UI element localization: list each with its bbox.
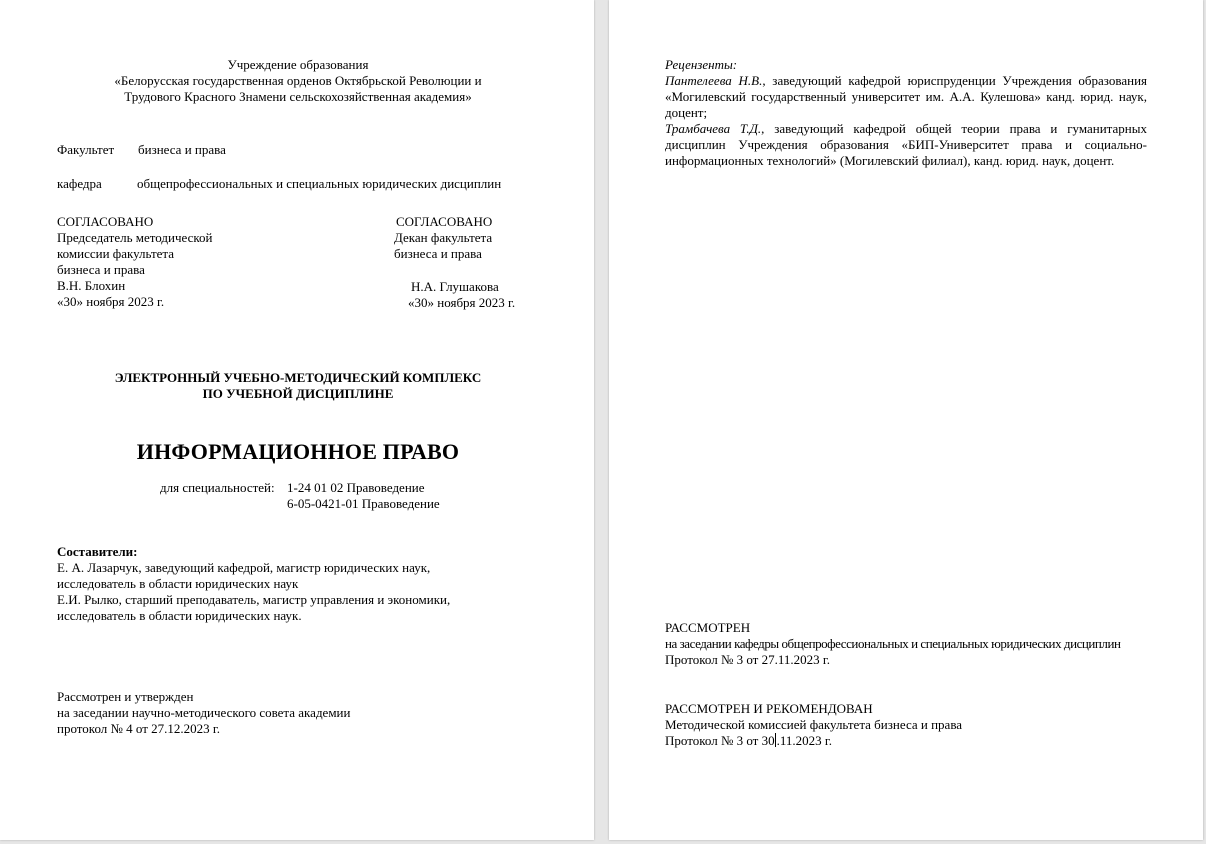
department-label: кафедра	[57, 176, 102, 191]
complex-title-line-2: ПО УЧЕБНОЙ ДИСЦИПЛИНЕ	[202, 386, 394, 401]
reviewers-heading: Рецензенты:	[665, 57, 738, 72]
reviewer-1	[665, 73, 1147, 121]
considered-line-1: на заседании кафедры общепрофессиональных и специальных юридических дисциплин	[665, 636, 1121, 651]
approval-right-date: «30» ноября 2023 г.	[408, 295, 516, 310]
faculty-value: бизнеса и права	[138, 142, 226, 157]
reviewer-1-text: , заведующий кафедрой юриспруденции Учреждения образования «Могилевский государственный университет им. А.А. Кулешова» канд. юрид. наук, доцент;	[665, 73, 1147, 120]
reviewer-2-text: , заведующий кафедрой общей теории права и гуманитарных дисциплин Учреждения образования «БИП-Университет права и социально-информационных технологий» (Могилевский филиал), канд. юрид. наук, доцент.	[665, 121, 1147, 168]
reviewer-2	[665, 121, 1147, 169]
recommended-line-1: Методической комиссией факультета бизнеса и права	[665, 717, 963, 732]
considered-block	[665, 620, 1120, 668]
reviewer-2-name: Трамбачева Т.Д.	[665, 121, 762, 136]
complex-title-line-1: ЭЛЕКТРОННЫЙ УЧЕБНО-МЕТОДИЧЕСКИЙ КОМПЛЕКС	[114, 370, 482, 385]
discipline-title: ИНФОРМАЦИОННОЕ ПРАВО	[136, 439, 460, 464]
recommended-line-2-part-b: .11.2023 г.	[776, 733, 833, 748]
considered-line-2: Протокол № 3 от 27.11.2023 г.	[665, 652, 830, 667]
authors-line-2: исследователь в области юридических наук	[57, 576, 299, 591]
authors-line-1: Е. А. Лазарчук, заведующий кафедрой, магистр юридических наук,	[57, 560, 431, 575]
approval-left-name: В.Н. Блохин	[57, 278, 126, 293]
specialty-item-2: 6-05-0421-01 Правоведение	[287, 496, 440, 511]
complex-title	[0, 370, 594, 402]
header-line-2: «Белорусская государственная орденов Октябрьской Революции и	[114, 73, 482, 88]
authors-line-4: исследователь в области юридических наук.	[57, 608, 302, 623]
faculty-label: Факультет	[57, 142, 115, 157]
approved-line-1: Рассмотрен и утвержден	[57, 689, 194, 704]
authors-block	[57, 544, 450, 624]
approval-right-line-2: бизнеса и права	[394, 246, 482, 261]
approval-right-block	[394, 230, 492, 262]
header-line-1: Учреждение образования	[227, 57, 369, 72]
approved-line-3: протокол № 4 от 27.12.2023 г.	[57, 721, 221, 736]
approval-left-line-3: бизнеса и права	[57, 262, 145, 277]
approval-left-line-2: комиссии факультета	[57, 246, 175, 261]
department-value: общепрофессиональных и специальных юридических дисциплин	[137, 176, 502, 191]
approval-right-title: СОГЛАСОВАНО	[396, 214, 493, 229]
approval-right-name: Н.А. Глушакова	[411, 279, 499, 294]
reviewer-1-name: Пантелеева Н.В.	[665, 73, 763, 88]
recommended-line-2[interactable]	[665, 733, 962, 749]
institution-header	[0, 57, 594, 105]
recommended-block	[665, 701, 962, 749]
authors-line-3: Е.И. Рылко, старший преподаватель, магистр управления и экономики,	[57, 592, 451, 607]
faculty-row	[57, 142, 114, 158]
specialties-list	[287, 480, 440, 512]
approved-block	[57, 689, 350, 737]
document-page-1[interactable]	[0, 0, 594, 840]
specialty-item-1: 1-24 01 02 Правоведение	[287, 480, 425, 495]
specialties-label: для специальностей:	[160, 480, 275, 495]
recommended-title: РАССМОТРЕН И РЕКОМЕНДОВАН	[665, 701, 873, 716]
document-page-2[interactable]	[609, 0, 1203, 840]
approval-left-block	[57, 214, 213, 310]
recommended-line-2-part-a: Протокол № 3 от 30	[665, 733, 775, 748]
approval-left-line-1: Председатель методической	[57, 230, 213, 245]
approved-line-2: на заседании научно-методического совета академии	[57, 705, 351, 720]
header-line-3: Трудового Красного Знамени сельскохозяйственная академия»	[124, 89, 472, 104]
considered-title: РАССМОТРЕН	[665, 620, 751, 635]
approval-right-line-1: Декан факультета	[394, 230, 493, 245]
approval-left-title: СОГЛАСОВАНО	[57, 214, 154, 229]
authors-heading: Составители:	[57, 544, 138, 559]
approval-left-date: «30» ноября 2023 г.	[57, 294, 165, 309]
